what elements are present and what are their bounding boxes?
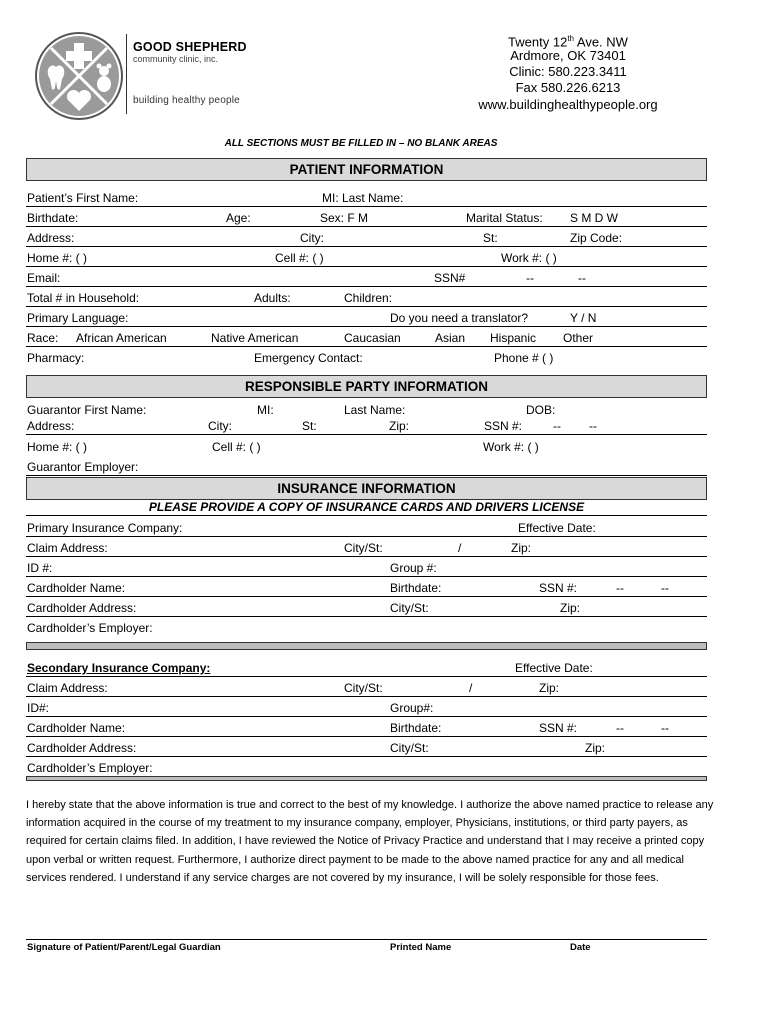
brand-name: GOOD SHEPHERD [133, 40, 247, 54]
secondary-insurance-company-label: Secondary Insurance Company: [27, 661, 211, 675]
primary-cardholder-city-st-label: City/St: [390, 601, 429, 615]
clinic-logo [34, 31, 124, 121]
authorization-statement: I hereby state that the above information is true and correct to the best of my knowledge. I authorize the above named practice to release any information acquired in the course of my treatment to my insurance company, employer, Physicians, institutions, or third party payers, as required for certain claims filed. In addition, I have reviewed the Notice of Privacy Practice and understand that I may receive a printed copy upon verbal or written request. Furthermore, I authorize direct payment to be made to the above named practice for any and all medical services rendered. I understand if any service charges are not covered by my insurance, I will be solely responsible for those fees. [26, 799, 714, 884]
primary-insurance-company-label: Primary Insurance Company: [27, 521, 183, 535]
primary-cardholder-ssn-label: SSN #: [539, 581, 578, 595]
secondary-cardholder-employer-label: Cardholder’s Employer: [27, 761, 153, 775]
ssn-dash: -- [578, 271, 586, 285]
clinic-phone: Clinic: 580.223.3411 [509, 64, 627, 79]
field-line[interactable] [26, 326, 707, 327]
guarantor-state-label: St: [302, 419, 317, 433]
field-line[interactable] [26, 576, 707, 577]
section-divider [26, 642, 707, 650]
marital-status-label: Marital Status: [466, 211, 543, 225]
email-label: Email: [27, 271, 61, 285]
field-line[interactable] [26, 206, 707, 207]
insurance-subheader: PLEASE PROVIDE A COPY OF INSURANCE CARDS AND DRIVERS LICENSE [148, 500, 585, 514]
field-line[interactable] [26, 676, 707, 677]
ssn-dash: -- [661, 581, 669, 595]
field-line[interactable] [26, 346, 707, 347]
field-line[interactable] [26, 286, 707, 287]
emergency-contact-label: Emergency Contact: [254, 351, 363, 365]
ssn-dash: -- [526, 271, 534, 285]
required-notice: ALL SECTIONS MUST BE FILLED IN – NO BLANK AREAS [224, 138, 498, 149]
primary-cardholder-birthdate-label: Birthdate: [390, 581, 442, 595]
guarantor-work-phone-label: Work #: ( ) [483, 440, 539, 454]
guarantor-dob-label: DOB: [526, 403, 556, 417]
secondary-effective-date-label: Effective Date: [515, 661, 593, 675]
ssn-label: SSN# [434, 271, 466, 285]
ssn-dash: -- [589, 419, 597, 433]
field-line[interactable] [26, 616, 707, 617]
field-line[interactable] [26, 434, 707, 435]
address-label: Address: [27, 231, 75, 245]
race-option: African American [76, 331, 167, 345]
guarantor-ssn-label: SSN #: [484, 419, 523, 433]
race-label: Race: [27, 331, 59, 345]
state-label: St: [483, 231, 498, 245]
ssn-dash: -- [661, 721, 669, 735]
field-line[interactable] [26, 756, 707, 757]
primary-cardholder-name-label: Cardholder Name: [27, 581, 126, 595]
age-label: Age: [226, 211, 251, 225]
city-label: City: [300, 231, 324, 245]
primary-claim-address-label: Claim Address: [27, 541, 108, 555]
brand-tagline: building healthy people [133, 95, 240, 106]
secondary-cardholder-city-st-label: City/St: [390, 741, 429, 755]
field-line[interactable] [26, 596, 707, 597]
guarantor-city-label: City: [208, 419, 232, 433]
translator-yn-options: Y / N [570, 311, 597, 325]
home-phone-label: Home #: ( ) [27, 251, 88, 265]
race-option: Asian [435, 331, 466, 345]
secondary-cardholder-name-label: Cardholder Name: [27, 721, 126, 735]
primary-cardholder-zip-label: Zip: [560, 601, 581, 615]
primary-cardholder-address-label: Cardholder Address: [27, 601, 137, 615]
pharmacy-label: Pharmacy: [27, 351, 85, 365]
secondary-cardholder-ssn-label: SSN #: [539, 721, 578, 735]
household-label: Total # in Household: [27, 291, 140, 305]
field-line[interactable] [26, 556, 707, 557]
guarantor-last-name-label: Last Name: [344, 403, 406, 417]
children-label: Children: [344, 291, 393, 305]
ssn-dash: -- [616, 721, 624, 735]
printed-name-label: Printed Name [390, 942, 452, 953]
insurance-info-header: INSURANCE INFORMATION [26, 477, 707, 500]
adults-label: Adults: [254, 291, 291, 305]
cell-phone-label: Cell #: ( ) [275, 251, 324, 265]
race-option: Other [563, 331, 594, 345]
slash-separator: / [469, 681, 473, 695]
sex-label: Sex: F M [320, 211, 369, 225]
secondary-group-label: Group#: [390, 701, 434, 715]
patient-info-header: PATIENT INFORMATION [26, 158, 707, 181]
race-option: Native American [211, 331, 299, 345]
signature-line[interactable] [26, 939, 707, 940]
primary-claim-city-st-label: City/St: [344, 541, 383, 555]
zip-label: Zip Code: [570, 231, 623, 245]
website-link[interactable]: www.buildinghealthypeople.org [478, 97, 658, 112]
patient-mi-last-label: MI: Last Name: [322, 191, 404, 205]
guarantor-home-phone-label: Home #: ( ) [27, 440, 88, 454]
emergency-phone-label: Phone # ( ) [494, 351, 554, 365]
slash-separator: / [458, 541, 462, 555]
guarantor-address-label: Address: [27, 419, 75, 433]
race-option: Hispanic [490, 331, 537, 345]
field-line[interactable] [26, 226, 707, 227]
secondary-cardholder-address-label: Cardholder Address: [27, 741, 137, 755]
field-line[interactable] [26, 736, 707, 737]
translator-label: Do you need a translator? [390, 311, 529, 325]
field-line[interactable] [26, 696, 707, 697]
ssn-dash: -- [616, 581, 624, 595]
guarantor-cell-phone-label: Cell #: ( ) [212, 440, 261, 454]
primary-claim-zip-label: Zip: [511, 541, 532, 555]
address-line-2: Ardmore, OK 73401 [510, 48, 626, 63]
secondary-claim-city-st-label: City/St: [344, 681, 383, 695]
signature-label: Signature of Patient/Parent/Legal Guardian [27, 942, 221, 953]
field-line[interactable] [26, 716, 707, 717]
logo-divider [126, 34, 127, 114]
primary-effective-date-label: Effective Date: [518, 521, 596, 535]
primary-cardholder-employer-label: Cardholder’s Employer: [27, 621, 153, 635]
secondary-claim-zip-label: Zip: [539, 681, 560, 695]
secondary-id-label: ID#: [27, 701, 50, 715]
secondary-cardholder-zip-label: Zip: [585, 741, 606, 755]
field-line[interactable] [26, 246, 707, 247]
work-phone-label: Work #: ( ) [501, 251, 557, 265]
guarantor-mi-label: MI: [257, 403, 274, 417]
guarantor-zip-label: Zip: [389, 419, 410, 433]
field-line[interactable] [26, 515, 707, 516]
brand-subtitle: community clinic, inc. [133, 54, 219, 64]
race-option: Caucasian [344, 331, 401, 345]
secondary-claim-address-label: Claim Address: [27, 681, 108, 695]
secondary-cardholder-birthdate-label: Birthdate: [390, 721, 442, 735]
marital-status-options: S M D W [570, 211, 618, 225]
guarantor-first-name-label: Guarantor First Name: [27, 403, 147, 417]
field-line[interactable] [26, 475, 707, 476]
section-divider [26, 776, 707, 781]
guarantor-employer-label: Guarantor Employer: [27, 460, 139, 474]
ssn-dash: -- [553, 419, 561, 433]
fax-number: Fax 580.226.6213 [515, 80, 621, 95]
field-line[interactable] [26, 536, 707, 537]
primary-group-label: Group #: [390, 561, 437, 575]
address-line-1: Twenty 12th Ave. NW [508, 34, 628, 50]
field-line[interactable] [26, 266, 707, 267]
field-line[interactable] [26, 306, 707, 307]
primary-id-label: ID #: [27, 561, 53, 575]
date-label: Date [570, 942, 591, 953]
patient-first-name-label: Patient’s First Name: [27, 191, 139, 205]
responsible-party-header: RESPONSIBLE PARTY INFORMATION [26, 375, 707, 398]
birthdate-label: Birthdate: [27, 211, 79, 225]
primary-language-label: Primary Language: [27, 311, 129, 325]
